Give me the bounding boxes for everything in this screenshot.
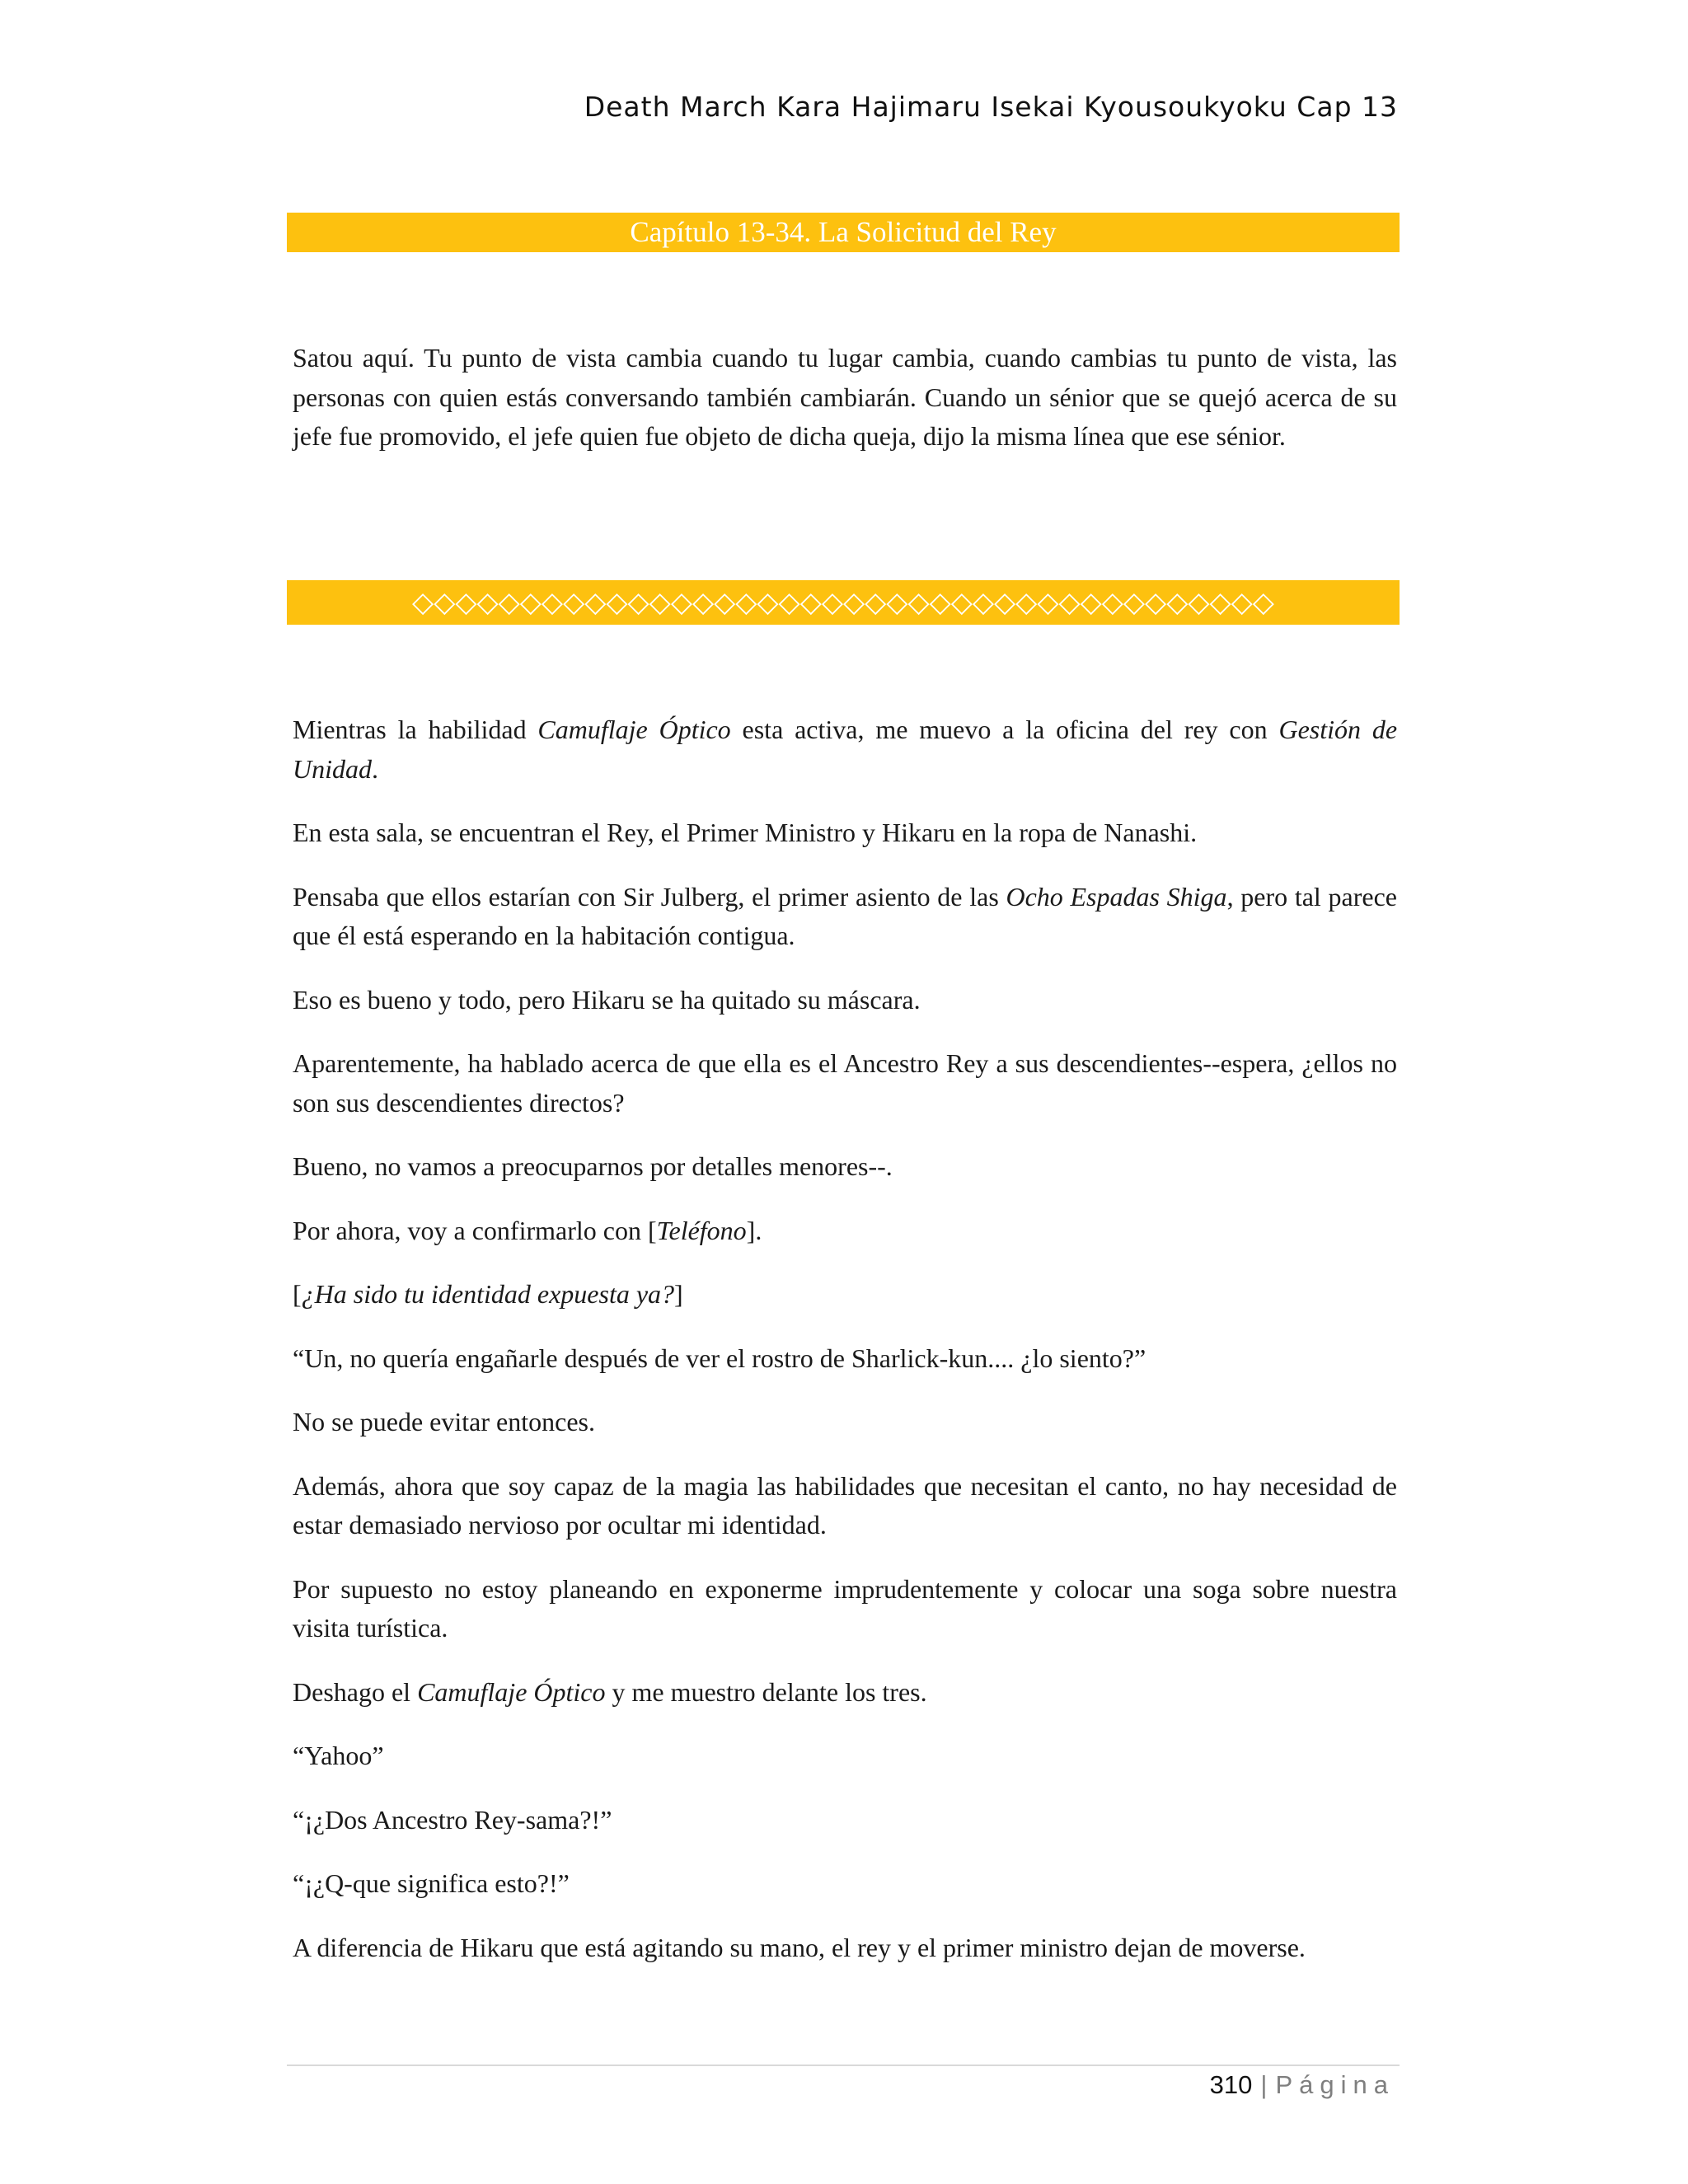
paragraph-3: Pensaba que ellos estarían con Sir Julberg, el primer asiento de las Ocho Espadas Shiga, pero tal parece que él está esperando en la habitación contigua. [293,881,1398,950]
paragraph-12: Por supuesto no estoy planeando en exponerme imprudentemente y colocar una soga sobre nuestra visita turística. [293,1573,1397,1643]
paragraph-4: Eso es bueno y todo, pero Hikaru se ha quitado su máscara. [293,984,921,1015]
diamond-divider-banner: ◇◇◇◇◇◇◇◇◇◇◇◇◇◇◇◇◇◇◇◇◇◇◇◇◇◇◇◇◇◇◇◇◇◇◇◇◇◇◇◇ [287,580,1400,625]
intro-paragraph: Satou aquí. Tu punto de vista cambia cuando tu lugar cambia, cuando cambias tu punto de vista, las personas con quien estás conversando también cambiarán. Cuando un sénior que se quejó acerca de su jefe fue promovido, el jefe quien fue objeto de dicha queja, dijo la misma línea que ese sénior. [293,343,1397,451]
paragraph-8: [¿Ha sido tu identidad expuesta ya?] [293,1279,683,1309]
paragraph-16: “¡¿Q-que significa esto?!” [293,1868,570,1898]
paragraph-5: Aparentemente, ha hablado acerca de que ella es el Ancestro Rey a sus descendientes--espera, ¿ellos no son sus descendientes directos? [293,1048,1397,1118]
paragraph-13: Deshago el Camuflaje Óptico y me muestro delante los tres. [293,1676,927,1707]
paragraph-10: No se puede evitar entonces. [293,1407,595,1436]
page-label: Página [1275,2070,1395,2099]
paragraph-14: “Yahoo” [293,1741,384,1770]
paragraph-9: “Un, no quería engañarle después de ver el rostro de Sharlick-kun.... ¿lo siento?” [293,1343,1146,1373]
paragraph-11: Además, ahora que soy capaz de la magia las habilidades que necesitan el canto, no hay necesidad de estar demasiado nervioso por ocultar mi identidad. [293,1470,1397,1540]
chapter-body [293,710,1397,1992]
page-number: 310 [1209,2070,1253,2099]
paragraph-1: Mientras la habilidad Camuflaje Óptico esta activa, me muevo a la oficina del rey con Gestión de Unidad. [293,715,1398,784]
paragraph-6: Bueno, no vamos a preocuparnos por detalles menores--. [293,1151,893,1181]
paragraph-15: “¡¿Dos Ancestro Rey-sama?!” [293,1804,612,1835]
footer-separator: | [1260,2070,1268,2099]
running-header: Death March Kara Hajimaru Isekai Kyousoukyoku Cap 13 [584,91,1398,123]
footer-divider [287,2064,1400,2066]
paragraph-7: Por ahora, voy a confirmarlo con [Teléfono]. [293,1215,762,1245]
page-footer [1210,2070,1395,2100]
paragraph-17: A diferencia de Hikaru que está agitando su mano, el rey y el primer ministro dejan de moverse. [293,1932,1306,1962]
chapter-title-banner: Capítulo 13-34. La Solicitud del Rey [287,213,1400,252]
paragraph-2: En esta sala, se encuentran el Rey, el Primer Ministro y Hikaru en la ropa de Nanashi. [293,818,1198,847]
